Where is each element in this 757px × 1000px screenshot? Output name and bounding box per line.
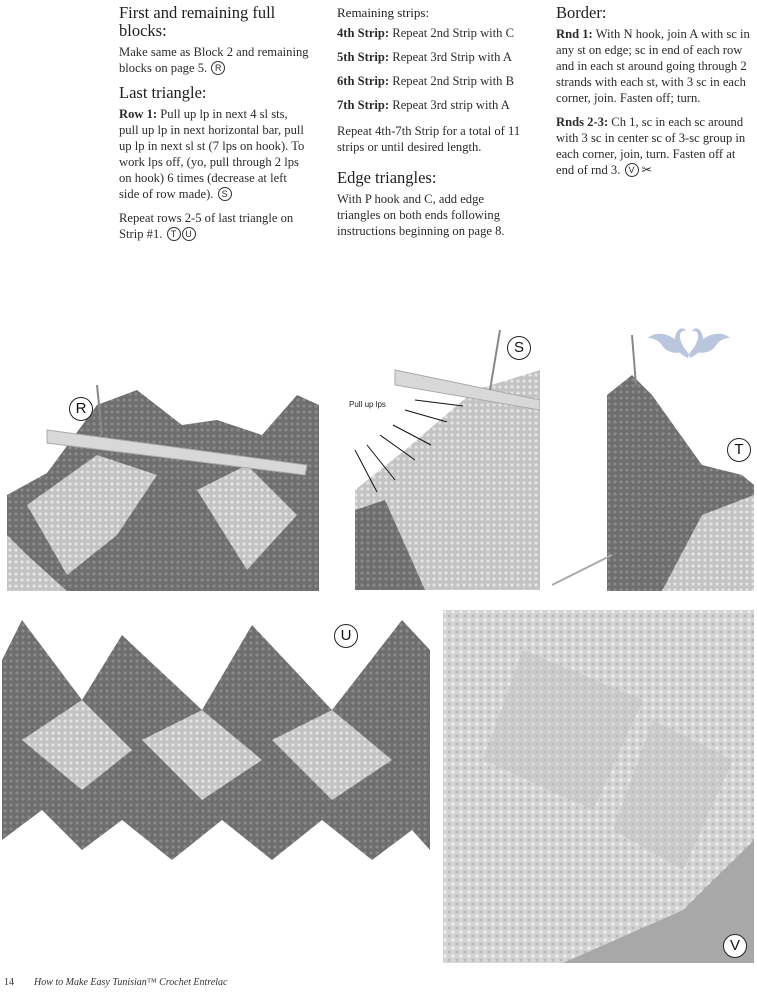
repeat-strips-text: Repeat 4th-7th Strip for a total of 11 strips or until desired length. xyxy=(337,124,521,154)
column-middle xyxy=(337,4,527,247)
strip-label: 4th Strip: xyxy=(337,26,390,40)
ref-t-icon: T xyxy=(167,227,181,241)
badge-u: U xyxy=(334,624,358,648)
heading-edge-triangles: Edge triangles: xyxy=(337,168,437,187)
pull-up-lps-label: Pull up lps xyxy=(349,400,386,409)
page-footer xyxy=(4,977,227,988)
strip-label: 7th Strip: xyxy=(337,98,390,112)
scissors-icon: ✂ xyxy=(641,163,653,177)
strip-item xyxy=(337,49,527,65)
rnd23-text: Rnds 2-3: Ch 1, sc in each sc around with 3 sc in center sc of 3-sc group in each corner, join, turn. Fasten off at end of rnd 3. V ✂ xyxy=(556,115,746,177)
rnd1-text: Rnd 1: With N hook, join A with sc in any st on edge; sc in end of each row and in each st around going through 2 strands with each st, with 3 sc in each corner, join. Fasten off; turn. xyxy=(556,27,750,105)
photo-s xyxy=(335,330,540,590)
repeat-rows-text: Repeat rows 2-5 of last triangle on Strip #1. T U xyxy=(119,211,294,241)
ref-r-icon: R xyxy=(211,61,225,75)
photo-v xyxy=(443,610,754,963)
badge-s: S xyxy=(507,336,531,360)
strip-label: 6th Strip: xyxy=(337,74,390,88)
photo-u xyxy=(2,610,430,872)
ref-v-icon: V xyxy=(625,163,639,177)
heading-border: Border: xyxy=(556,3,607,22)
photo-r xyxy=(7,385,319,591)
strip-text: Repeat 2nd Strip with C xyxy=(392,26,515,40)
badge-r: R xyxy=(69,397,93,421)
strip-text: Repeat 3rd strip with A xyxy=(392,98,510,112)
book-title: How to Make Easy Tunisian™ Crochet Entrelac xyxy=(34,977,228,988)
strip-text: Repeat 2nd Strip with B xyxy=(392,74,515,88)
photo-t xyxy=(552,335,754,591)
edge-triangles-text: With P hook and C, add edge triangles on both ends following instructions beginning on page 8. xyxy=(337,192,505,238)
strip-label: 5th Strip: xyxy=(337,50,390,64)
heading-last-triangle: Last triangle: xyxy=(119,83,207,102)
strip-item xyxy=(337,73,527,89)
page-number: 14 xyxy=(4,977,14,988)
column-right xyxy=(556,4,752,186)
column-left xyxy=(119,4,309,250)
ref-u-icon: U xyxy=(182,227,196,241)
strip-text: Repeat 3rd Strip with A xyxy=(392,50,512,64)
strip-item xyxy=(337,97,527,113)
ref-s-icon: S xyxy=(218,187,232,201)
heading-remaining-strips: Remaining strips: xyxy=(337,5,430,20)
first-blocks-text: Make same as Block 2 and remaining blocks on page 5. R xyxy=(119,45,309,75)
strip-item xyxy=(337,25,527,41)
badge-t: T xyxy=(727,438,751,462)
heading-first-blocks: First and remaining full blocks: xyxy=(119,3,276,40)
strip-list xyxy=(337,25,527,113)
badge-v: V xyxy=(723,934,747,958)
row1-text: Row 1: Pull up lp in next 4 sl sts, pull up lp in next horizontal bar, pull up lp in next sl st (7 lps on hook). To work lps off, (yo, pull through 2 lps on hook) 6 times (decrease at left side of row made). S xyxy=(119,107,305,201)
